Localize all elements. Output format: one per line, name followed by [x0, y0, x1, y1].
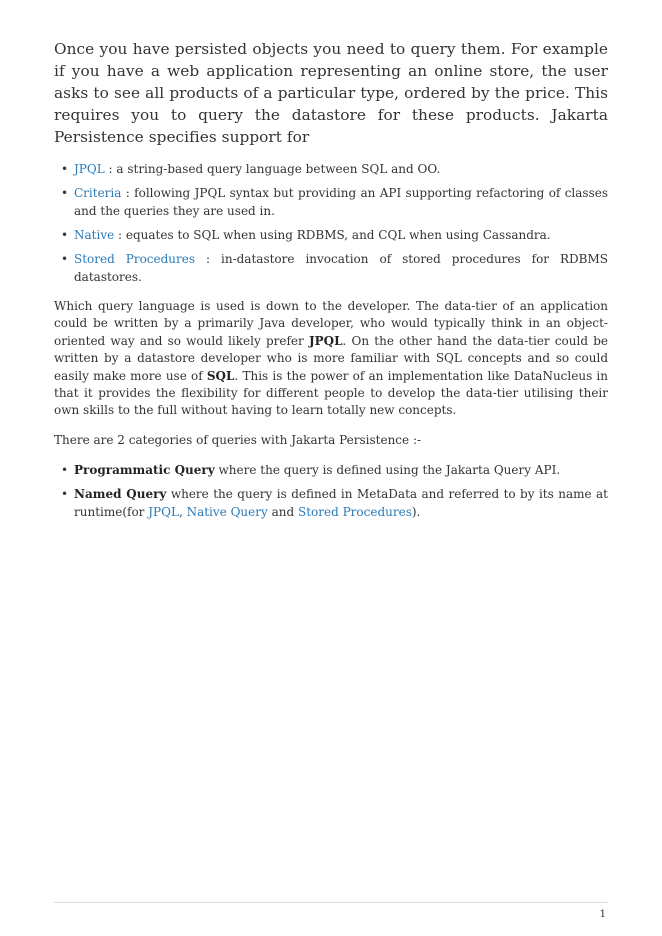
paragraph-text: . This is the power of an implementation like DataNucleus in that it provides the flexibility for different people to develop the data-tier utilising their own skills to the full without having to learn totally new concepts. — [54, 368, 608, 418]
list-item — [54, 184, 608, 220]
separator-text: and — [267, 505, 298, 520]
jpql-emphasis: JPQL — [308, 333, 343, 348]
list-item — [54, 461, 608, 479]
paragraph-text: Which query language is used is down to the developer. The data-tier of an application could be written by a primarily Java developer, who would typically think in an object-oriented way and so would likely prefer — [54, 299, 608, 348]
jpql-link[interactable]: JPQL — [148, 505, 179, 520]
query-categories-list — [54, 461, 608, 521]
intro-paragraph: Once you have persisted objects you need to query them. For example if you have a web application representing an online store, the user asks to see all products of a particular type, ordered by the price. This requires you to query the datastore for these products. Jakarta Persistence specifies support for — [54, 40, 608, 146]
bullet-icon: • — [61, 228, 69, 242]
list-item — [54, 485, 608, 521]
paragraph-text: . On the other hand the data-tier could be written by a datastore developer who is more familiar with SQL concepts and so could easily make more use of — [54, 333, 608, 383]
bullet-icon: • — [61, 487, 69, 502]
stored-procedures-link[interactable]: Stored Procedures — [297, 505, 412, 520]
programmatic-query-term: Programmatic Query — [74, 463, 215, 478]
sql-emphasis: SQL — [206, 368, 235, 383]
native-link[interactable]: Native — [74, 228, 115, 242]
native-query-link[interactable]: Native Query — [186, 505, 268, 520]
jpql-link[interactable]: JPQL — [74, 162, 105, 176]
bullet-icon: • — [61, 162, 69, 176]
query-language-choice-paragraph — [54, 298, 608, 420]
stored-procedures-link[interactable]: Stored Procedures — [74, 252, 196, 266]
list-item-text: : in-datastore invocation of stored procedures for RDBMS datastores. — [74, 252, 608, 284]
list-item — [54, 226, 608, 244]
list-item-text: : following JPQL syntax but providing an API supporting refactoring of classes and the queries they are used in. — [74, 186, 608, 218]
bullet-icon: • — [61, 252, 69, 266]
list-item-text: where the query is defined in MetaData and referred to by its name at runtime(for — [74, 487, 608, 520]
list-item — [54, 160, 608, 178]
named-query-term: Named Query — [74, 487, 167, 502]
separator-text: ). — [411, 505, 421, 520]
footer-divider — [54, 902, 608, 903]
bullet-icon: • — [61, 186, 69, 200]
list-item-text: : a string-based query language between SQL and OO. — [104, 162, 441, 176]
page-number: 1 — [599, 909, 606, 920]
list-item-text: : equates to SQL when using RDBMS, and CQL when using Cassandra. — [114, 228, 551, 242]
document-page — [54, 38, 608, 533]
separator-text: , — [178, 505, 187, 520]
bullet-icon: • — [61, 463, 69, 478]
query-languages-list — [54, 160, 608, 286]
categories-intro: There are 2 categories of queries with Jakarta Persistence :- — [54, 432, 422, 447]
list-item — [54, 250, 608, 286]
list-item-text: where the query is defined using the Jakarta Query API. — [214, 463, 561, 478]
criteria-link[interactable]: Criteria — [74, 186, 122, 200]
